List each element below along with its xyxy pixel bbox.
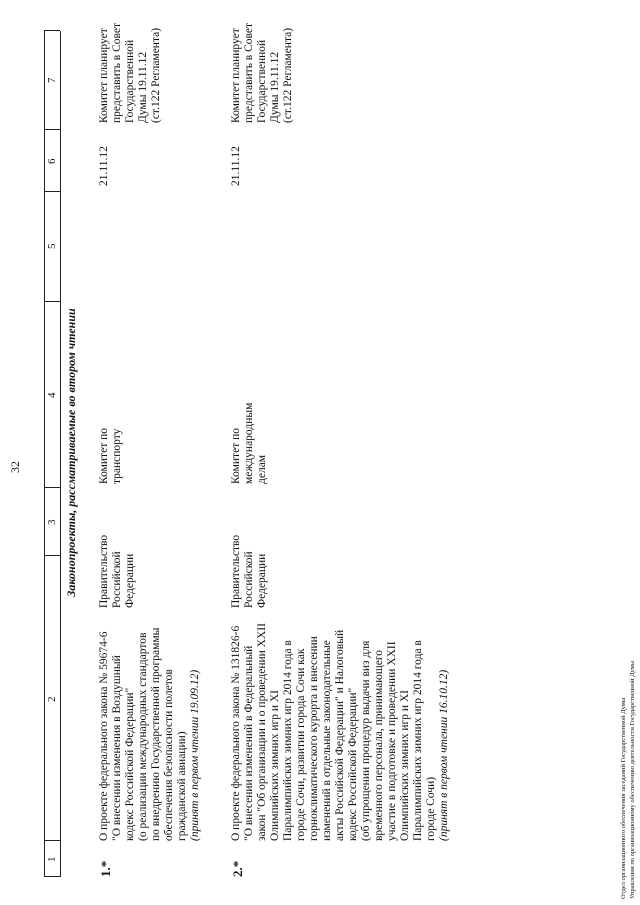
header-col-4: 4 bbox=[46, 392, 58, 398]
row-title: О проекте федерального закона № 131826-6 "О внесении изменений в Федеральный закон "Об организации и о проведении XXII Олимпийских зимних игр и XI Паралимпийских зимних игр 2014 года в городе Сочи, развитии города Сочи как горноклиматического курорта и внесении изменений в отдельные законодательные акты Российской Федерации" и Налоговый кодекс Российской Федерации" (об упрощении процедур выдачи виз для временного персонала, принимающего участие в подготовке и проведении XXII Олимпийских зимних игр и XI Паралимпийских зимних игр 2014 года в городе Сочи) (принят в первом чтении 16.10.12) bbox=[230, 623, 450, 841]
header-col-3: 3 bbox=[46, 519, 58, 525]
header-divider bbox=[44, 555, 60, 556]
header-divider bbox=[44, 487, 60, 488]
footer-line: Отдел организационного обеспечения заседаний Государственной Думы bbox=[620, 697, 627, 899]
header-col-7: 7 bbox=[46, 77, 58, 83]
header-top-line bbox=[44, 31, 45, 877]
row-note: Комитет планирует представить в Совет Государственной Думы 19.11.12 (ст.122 Регламента) bbox=[230, 22, 294, 123]
header-divider bbox=[44, 301, 60, 302]
section-title: Законопроекты, рассматриваемые во втором чтении bbox=[64, 308, 78, 597]
header-col-5: 5 bbox=[46, 243, 58, 249]
header-bottom-line bbox=[60, 31, 61, 877]
row-number: 2.* bbox=[230, 860, 245, 877]
reading-note: (принят в первом чтении 19.09.12) bbox=[189, 669, 201, 841]
row-note: Комитет планирует представить в Совет Государственной Думы 19.11.12 (ст.122 Регламента) bbox=[98, 22, 162, 123]
header-divider bbox=[44, 191, 60, 192]
header-divider bbox=[44, 30, 60, 31]
header-col-6: 6 bbox=[46, 158, 58, 164]
row-date: 21.11.12 bbox=[98, 146, 110, 186]
row-committee: Комитет по международным делам bbox=[230, 402, 268, 484]
header-col-1: 1 bbox=[46, 856, 58, 862]
row-date: 21.11.12 bbox=[230, 146, 242, 186]
row-initiator: Правительство Российской Федерации bbox=[98, 534, 136, 608]
header-divider bbox=[44, 876, 60, 877]
header-col-2: 2 bbox=[46, 696, 58, 702]
header-divider bbox=[44, 129, 60, 130]
reading-note: (принят в первом чтении 16.10.12) bbox=[438, 669, 450, 841]
row-initiator: Правительство Российской Федерации bbox=[230, 534, 268, 608]
footer-line: Управления по организационному обеспечению деятельности Государственной Думы bbox=[629, 660, 636, 899]
row-title: О проекте федерального закона № 59674-6 "О внесении изменения в Воздушный кодекс Российской Федерации" (о реализации международных стандартов по внедрению Государственной программы обеспечения безопасности полетов гражданской авиации) (принят в первом чтении 19.09.12) bbox=[98, 627, 201, 841]
row-committee: Комитет по транспорту bbox=[98, 428, 123, 484]
page-number: 32 bbox=[8, 461, 22, 473]
header-divider bbox=[44, 840, 60, 841]
row-number: 1.* bbox=[98, 860, 113, 877]
